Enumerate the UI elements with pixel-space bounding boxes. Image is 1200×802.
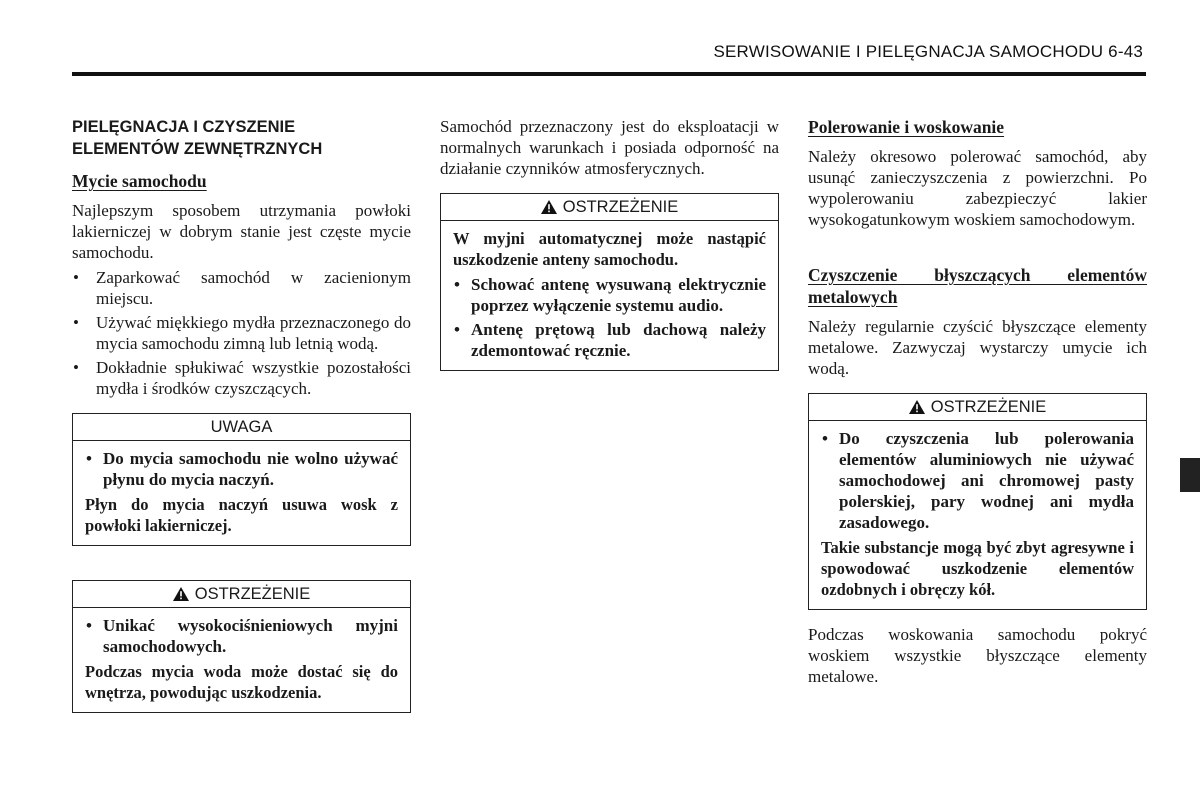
metal-cleaning-text: Należy regularnie czyścić błyszczące elementy metalowe. Zazwyczaj wystarczy umycie ich wodą. <box>808 317 1147 378</box>
page-header-title: SERWISOWANIE I PIELĘGNACJA SAMOCHODU 6-43 <box>713 42 1143 61</box>
waxing-text: Podczas woskowania samochodu pokryć woskiem wszystkie błyszczące elementy metalowe. <box>808 625 1147 686</box>
warning-title: OSTRZEŻENIE <box>930 398 1047 416</box>
warning-triangle-icon <box>173 583 189 609</box>
bullet-dot: • <box>822 429 828 448</box>
bullet-dot: • <box>454 320 460 339</box>
column-2 <box>440 116 779 371</box>
car-wash-list <box>72 267 411 399</box>
bullet-dot: • <box>86 616 92 635</box>
subheading-polishing: Polerowanie i woskowanie <box>808 117 1005 137</box>
warning-triangle-icon <box>541 196 557 222</box>
subheading-car-wash: Mycie samochodu <box>72 171 207 191</box>
notice-title: UWAGA <box>73 414 410 441</box>
bullet-dot: • <box>454 275 460 294</box>
warning-box <box>440 193 779 371</box>
list-item: • Używać miękkiego mydła przeznaczonego do mycia samochodu zimną lub letnią wodą. <box>73 313 411 353</box>
bullet-dot: • <box>73 313 79 332</box>
weather-resistance-text: Samochód przeznaczony jest do eksploatacji w normalnych warunkach i posiada odporność na działanie czynników atmosferycznych. <box>440 117 779 178</box>
car-wash-intro: Najlepszym sposobem utrzymania powłoki lakierniczej w dobrym stanie jest częste mycie samochodu. <box>72 201 411 262</box>
warning-title: OSTRZEŻENIE <box>562 198 679 216</box>
header-rule <box>72 72 1146 76</box>
warning-box <box>808 393 1147 610</box>
column-1 <box>72 116 411 713</box>
notice-text: Płyn do mycia naczyń usuwa wosk z powłoki lakierniczej. <box>85 495 398 535</box>
warning-bullet: • Antenę prętową lub dachową należy zdemontować ręcznie. <box>454 320 766 360</box>
warning-triangle-icon <box>909 396 925 422</box>
warning-title: OSTRZEŻENIE <box>194 585 311 603</box>
warning-bullet: • Unikać wysokociśnieniowych myjni samochodowych. <box>86 616 398 656</box>
warning-text: W myjni automatycznej może nastąpić uszkodzenie anteny samochodu. <box>453 229 766 269</box>
warning-bullet: • Schować antenę wysuwaną elektrycznie poprzez wyłączenie systemu audio. <box>454 275 766 315</box>
warning-box <box>72 580 411 713</box>
bullet-dot: • <box>86 449 92 468</box>
list-item: • Zaparkować samochód w zacienionym miejscu. <box>73 268 411 308</box>
warning-text: Podczas mycia woda może dostać się do wnętrza, powodując uszkodzenia. <box>85 662 398 702</box>
bullet-dot: • <box>73 358 79 377</box>
section-tab-marker <box>1180 458 1200 492</box>
subheading-metal-cleaning: Czyszczenie błyszczących elementów metalowych <box>808 265 1147 307</box>
bullet-dot: • <box>73 268 79 287</box>
warning-text: Takie substancje mogą być zbyt agresywne i spowodować uszkodzenie elementów ozdobnych i obręczy kół. <box>821 538 1134 599</box>
column-3 <box>808 116 1147 687</box>
notice-box <box>72 413 411 546</box>
warning-bullet: • Do czyszczenia lub polerowania elementów aluminiowych nie używać samochodowej ani chromowej pasty polerskiej, pary wodnej ani mydła zasadowego. <box>822 429 1134 532</box>
section-heading: PIELĘGNACJA I CZYSZENIE ELEMENTÓW ZEWNĘTRZNYCH <box>72 118 323 158</box>
notice-bullet: • Do mycia samochodu nie wolno używać płynu do mycia naczyń. <box>86 449 398 489</box>
polishing-text: Należy okresowo polerować samochód, aby usunąć zanieczyszczenia z powierzchni. Po wypolerowaniu zabezpieczyć lakier wysokogatunkowym woskiem samochodowym. <box>808 147 1147 229</box>
list-item: • Dokładnie spłukiwać wszystkie pozostałości mydła i środków czyszczących. <box>73 358 411 398</box>
